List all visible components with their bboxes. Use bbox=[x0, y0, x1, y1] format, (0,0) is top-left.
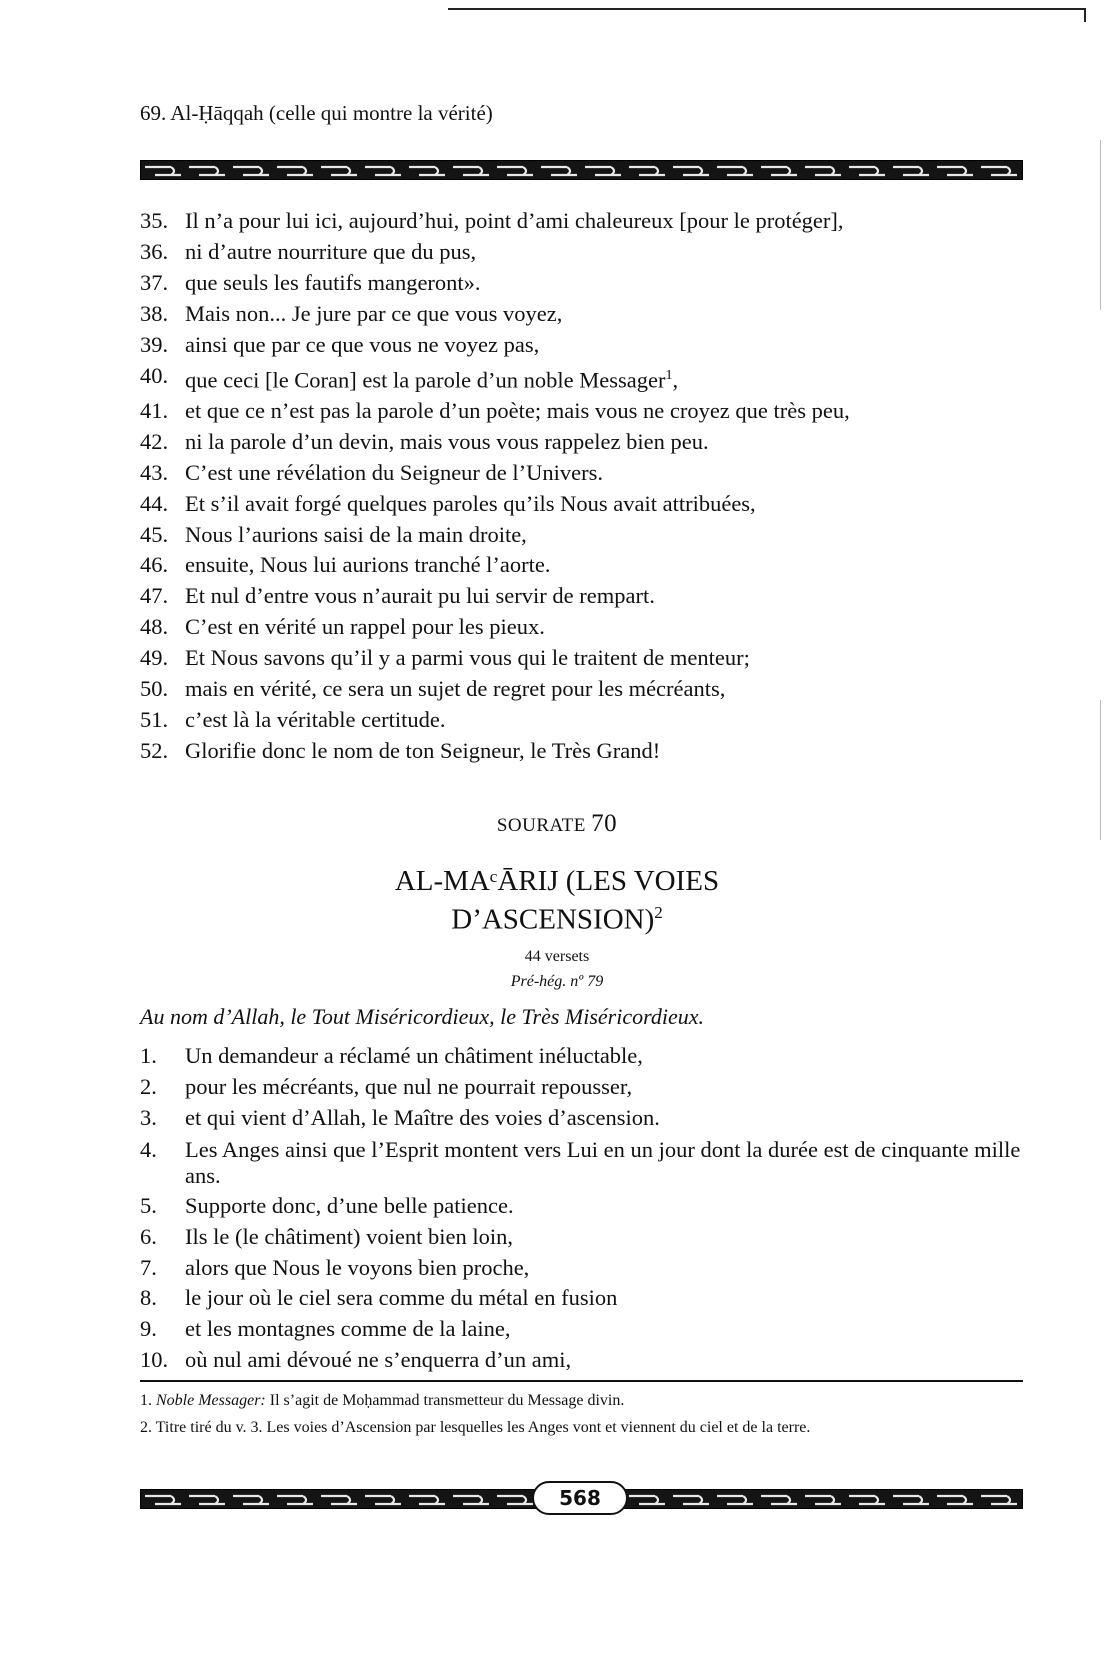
verse-text bbox=[185, 396, 1040, 427]
footnote-number: 2. bbox=[140, 1419, 152, 1436]
verse bbox=[140, 1191, 1040, 1222]
verse-text-body: ainsi que par ce que vous ne voyez pas, bbox=[185, 331, 540, 357]
top-rule bbox=[448, 8, 1086, 10]
basmala: Au nom d’Allah, le Tout Miséricordieux, le Très Miséricordieux. bbox=[140, 1004, 704, 1029]
verse-number: 45. bbox=[140, 521, 169, 547]
verse-text bbox=[185, 1072, 1040, 1103]
verse-text-body: c’est là la véritable certitude. bbox=[185, 707, 446, 732]
verse-text bbox=[185, 1103, 1040, 1134]
verse-number: 9. bbox=[140, 1316, 157, 1342]
verse-text-body: que seuls les fautifs mangeront». bbox=[185, 269, 481, 295]
running-head: 69. Al-Ḥāqqah (celle qui montre la vérité) bbox=[140, 101, 493, 125]
verse-text bbox=[185, 612, 1040, 643]
verse bbox=[140, 1345, 1040, 1376]
verse-number: 35. bbox=[140, 208, 169, 233]
verse bbox=[140, 237, 1040, 268]
verse-text-body: C’est en vérité un rappel pour les pieux. bbox=[185, 614, 545, 640]
verse-text bbox=[185, 299, 1040, 330]
verse-text bbox=[185, 1137, 1040, 1189]
verse bbox=[140, 1222, 1040, 1253]
verse-text-body: et que ce n’est pas la parole d’un poète; mais vous ne croyez que très peu, bbox=[185, 397, 850, 423]
verse-text-body: et qui vient d’Allah, le Maître des voies d’ascension. bbox=[185, 1104, 660, 1130]
sourate-number: 70 bbox=[591, 810, 618, 837]
verse-text bbox=[185, 674, 1040, 705]
verse-text bbox=[185, 1283, 1040, 1314]
verse-text-body: Et Nous savons qu’il y a parmi vous qui le traitent de menteur; bbox=[185, 645, 750, 671]
footnote-rule bbox=[140, 1380, 1023, 1382]
verse-list-surah-69 bbox=[140, 206, 1040, 767]
page-number: 568 bbox=[532, 1481, 628, 1515]
verse-text bbox=[185, 736, 1040, 767]
sourate-title-line2: D’ASCENSION) bbox=[451, 903, 655, 936]
verse-text-body: où nul ami dévoué ne s’enquerra d’un ami, bbox=[185, 1347, 572, 1373]
verse bbox=[140, 705, 1040, 736]
verse-number: 4. bbox=[140, 1136, 157, 1162]
verse-number: 42. bbox=[140, 428, 169, 454]
verse-text-body: mais en vérité, ce sera un sujet de regret pour les mécréants, bbox=[185, 676, 726, 702]
verse-text bbox=[185, 1253, 1040, 1284]
verse bbox=[140, 489, 1040, 520]
verse-number: 43. bbox=[140, 459, 169, 485]
footnote-text: Il s’agit de Moḥammad transmetteur du Message divin. bbox=[269, 1392, 625, 1409]
verse-number: 50. bbox=[140, 676, 169, 702]
footnote-term: Noble Messager: bbox=[156, 1392, 266, 1409]
margin-mark bbox=[1100, 140, 1101, 310]
verse-number: 51. bbox=[140, 707, 169, 732]
verse-text-body: et les montagnes comme de la laine, bbox=[185, 1316, 511, 1342]
verse-number: 52. bbox=[140, 737, 169, 763]
verse-text-body: C’est une révélation du Seigneur de l’Univers. bbox=[185, 459, 604, 485]
verse bbox=[140, 612, 1040, 643]
verse-text-body: Les Anges ainsi que l’Esprit montent vers Lui en un jour dont la durée est de cinquante mille ans. bbox=[185, 1136, 1021, 1188]
verse-text bbox=[185, 427, 1040, 458]
verse-number: 3. bbox=[140, 1104, 157, 1130]
verse bbox=[140, 206, 1040, 237]
verse-number: 49. bbox=[140, 645, 169, 671]
footnote-number: 1. bbox=[140, 1392, 152, 1409]
verse-text bbox=[185, 1314, 1040, 1345]
verse bbox=[140, 396, 1040, 427]
verse-text-body: Mais non... Je jure par ce que vous voyez, bbox=[185, 300, 563, 326]
verse-number: 48. bbox=[140, 614, 169, 640]
verse-text bbox=[185, 520, 1040, 551]
verse-text-body: Ils le (le châtiment) voient bien loin, bbox=[185, 1223, 514, 1249]
verse-number: 10. bbox=[140, 1347, 169, 1373]
verse-number: 8. bbox=[140, 1285, 157, 1311]
footnotes bbox=[140, 1389, 1023, 1443]
verse-text bbox=[185, 643, 1040, 674]
verse-text-body: Il n’a pour lui ici, aujourd’hui, point d’ami chaleureux [pour le protéger], bbox=[185, 208, 844, 233]
verse-number: 46. bbox=[140, 552, 169, 578]
sourate-title bbox=[0, 866, 1114, 936]
verse-text-tail: , bbox=[672, 367, 679, 393]
verse-text-body: que ceci [le Coran] est la parole d’un noble Messager bbox=[185, 367, 666, 393]
verse-text bbox=[185, 1222, 1040, 1253]
verse-text bbox=[185, 458, 1040, 489]
ornament-pattern bbox=[141, 161, 1023, 180]
verse bbox=[140, 1283, 1040, 1314]
verse-text bbox=[185, 268, 1040, 299]
verse-number: 6. bbox=[140, 1223, 157, 1249]
verse-text-body: Et s’il avait forgé quelques paroles qu’ils Nous avait attribuées, bbox=[185, 490, 756, 516]
verse-text-body: Glorifie donc le nom de ton Seigneur, le Très Grand! bbox=[185, 737, 661, 763]
verse-text-body: pour les mécréants, que nul ne pourrait repousser, bbox=[185, 1073, 633, 1099]
verse-number: 40. bbox=[140, 362, 169, 388]
verse-text bbox=[185, 237, 1040, 268]
verse-text bbox=[185, 581, 1040, 612]
verse-text-body: Supporte donc, d’une belle patience. bbox=[185, 1192, 514, 1218]
sourate-label: SOURATE bbox=[496, 815, 586, 836]
verse-list-surah-70 bbox=[140, 1041, 1040, 1376]
verse bbox=[140, 1103, 1040, 1134]
footnote bbox=[140, 1416, 1023, 1439]
verse-number: 41. bbox=[140, 397, 169, 423]
verse-number: 44. bbox=[140, 490, 169, 516]
verse-text bbox=[185, 1345, 1040, 1376]
verse bbox=[140, 520, 1040, 551]
verse-text-body: alors que Nous le voyons bien proche, bbox=[185, 1254, 530, 1280]
verse-count: 44 versets bbox=[524, 948, 590, 965]
verse bbox=[140, 427, 1040, 458]
top-rule-corner bbox=[1084, 8, 1086, 22]
verse bbox=[140, 550, 1040, 581]
verse-number: 5. bbox=[140, 1192, 157, 1218]
ornamental-band-top bbox=[140, 160, 1023, 180]
footnote bbox=[140, 1389, 1023, 1412]
verse bbox=[140, 299, 1040, 330]
verse-text bbox=[185, 330, 1040, 361]
verse-number: 37. bbox=[140, 269, 169, 295]
verse-number: 47. bbox=[140, 583, 169, 609]
footnote-text: Titre tiré du v. 3. Les voies d’Ascension par lesquelles les Anges vont et viennent du ciel et de la terre. bbox=[155, 1419, 811, 1436]
verse-text bbox=[185, 1041, 1040, 1072]
verse-number: 39. bbox=[140, 331, 169, 357]
verse-number: 2. bbox=[140, 1073, 157, 1099]
verse-text bbox=[185, 705, 1040, 736]
verse-number: 38. bbox=[140, 300, 169, 326]
verse-text-body: Nous l’aurions saisi de la main droite, bbox=[185, 521, 527, 547]
verse bbox=[140, 1314, 1040, 1345]
sourate-heading bbox=[0, 810, 1114, 838]
verse bbox=[140, 643, 1040, 674]
verse-text-body: ni d’autre nourriture que du pus, bbox=[185, 238, 477, 264]
revelation-era: Pré-hég. nº 79 bbox=[510, 973, 604, 990]
footnote-ref: 1 bbox=[665, 367, 673, 383]
verse bbox=[140, 1137, 1040, 1189]
verse-text bbox=[185, 489, 1040, 520]
verse bbox=[140, 458, 1040, 489]
verse bbox=[140, 330, 1040, 361]
verse bbox=[140, 1253, 1040, 1284]
verse-number: 36. bbox=[140, 238, 169, 264]
verse-text bbox=[185, 1191, 1040, 1222]
verse-text-body: ni la parole d’un devin, mais vous vous rappelez bien peu. bbox=[185, 428, 709, 454]
verse bbox=[140, 1072, 1040, 1103]
verse bbox=[140, 268, 1040, 299]
verse-text bbox=[185, 206, 1040, 237]
verse-number: 7. bbox=[140, 1254, 157, 1280]
sourate-title-line1: AL-MAᶜĀRIJ (LES VOIES bbox=[394, 865, 720, 897]
verse-text-body: Et nul d’entre vous n’aurait pu lui servir de rempart. bbox=[185, 583, 655, 609]
footnote-ref: 2 bbox=[654, 903, 663, 922]
verse bbox=[140, 736, 1040, 767]
verse-text bbox=[185, 361, 1040, 396]
verse-number: 1. bbox=[140, 1043, 157, 1068]
verse-text-body: ensuite, Nous lui aurions tranché l’aorte. bbox=[185, 552, 551, 578]
verse-text bbox=[185, 550, 1040, 581]
verse bbox=[140, 361, 1040, 396]
verse bbox=[140, 581, 1040, 612]
verse-text-body: le jour où le ciel sera comme du métal en fusion bbox=[185, 1285, 618, 1311]
verse-text-body: Un demandeur a réclamé un châtiment inéluctable, bbox=[185, 1043, 643, 1068]
verse bbox=[140, 1041, 1040, 1072]
verse bbox=[140, 674, 1040, 705]
